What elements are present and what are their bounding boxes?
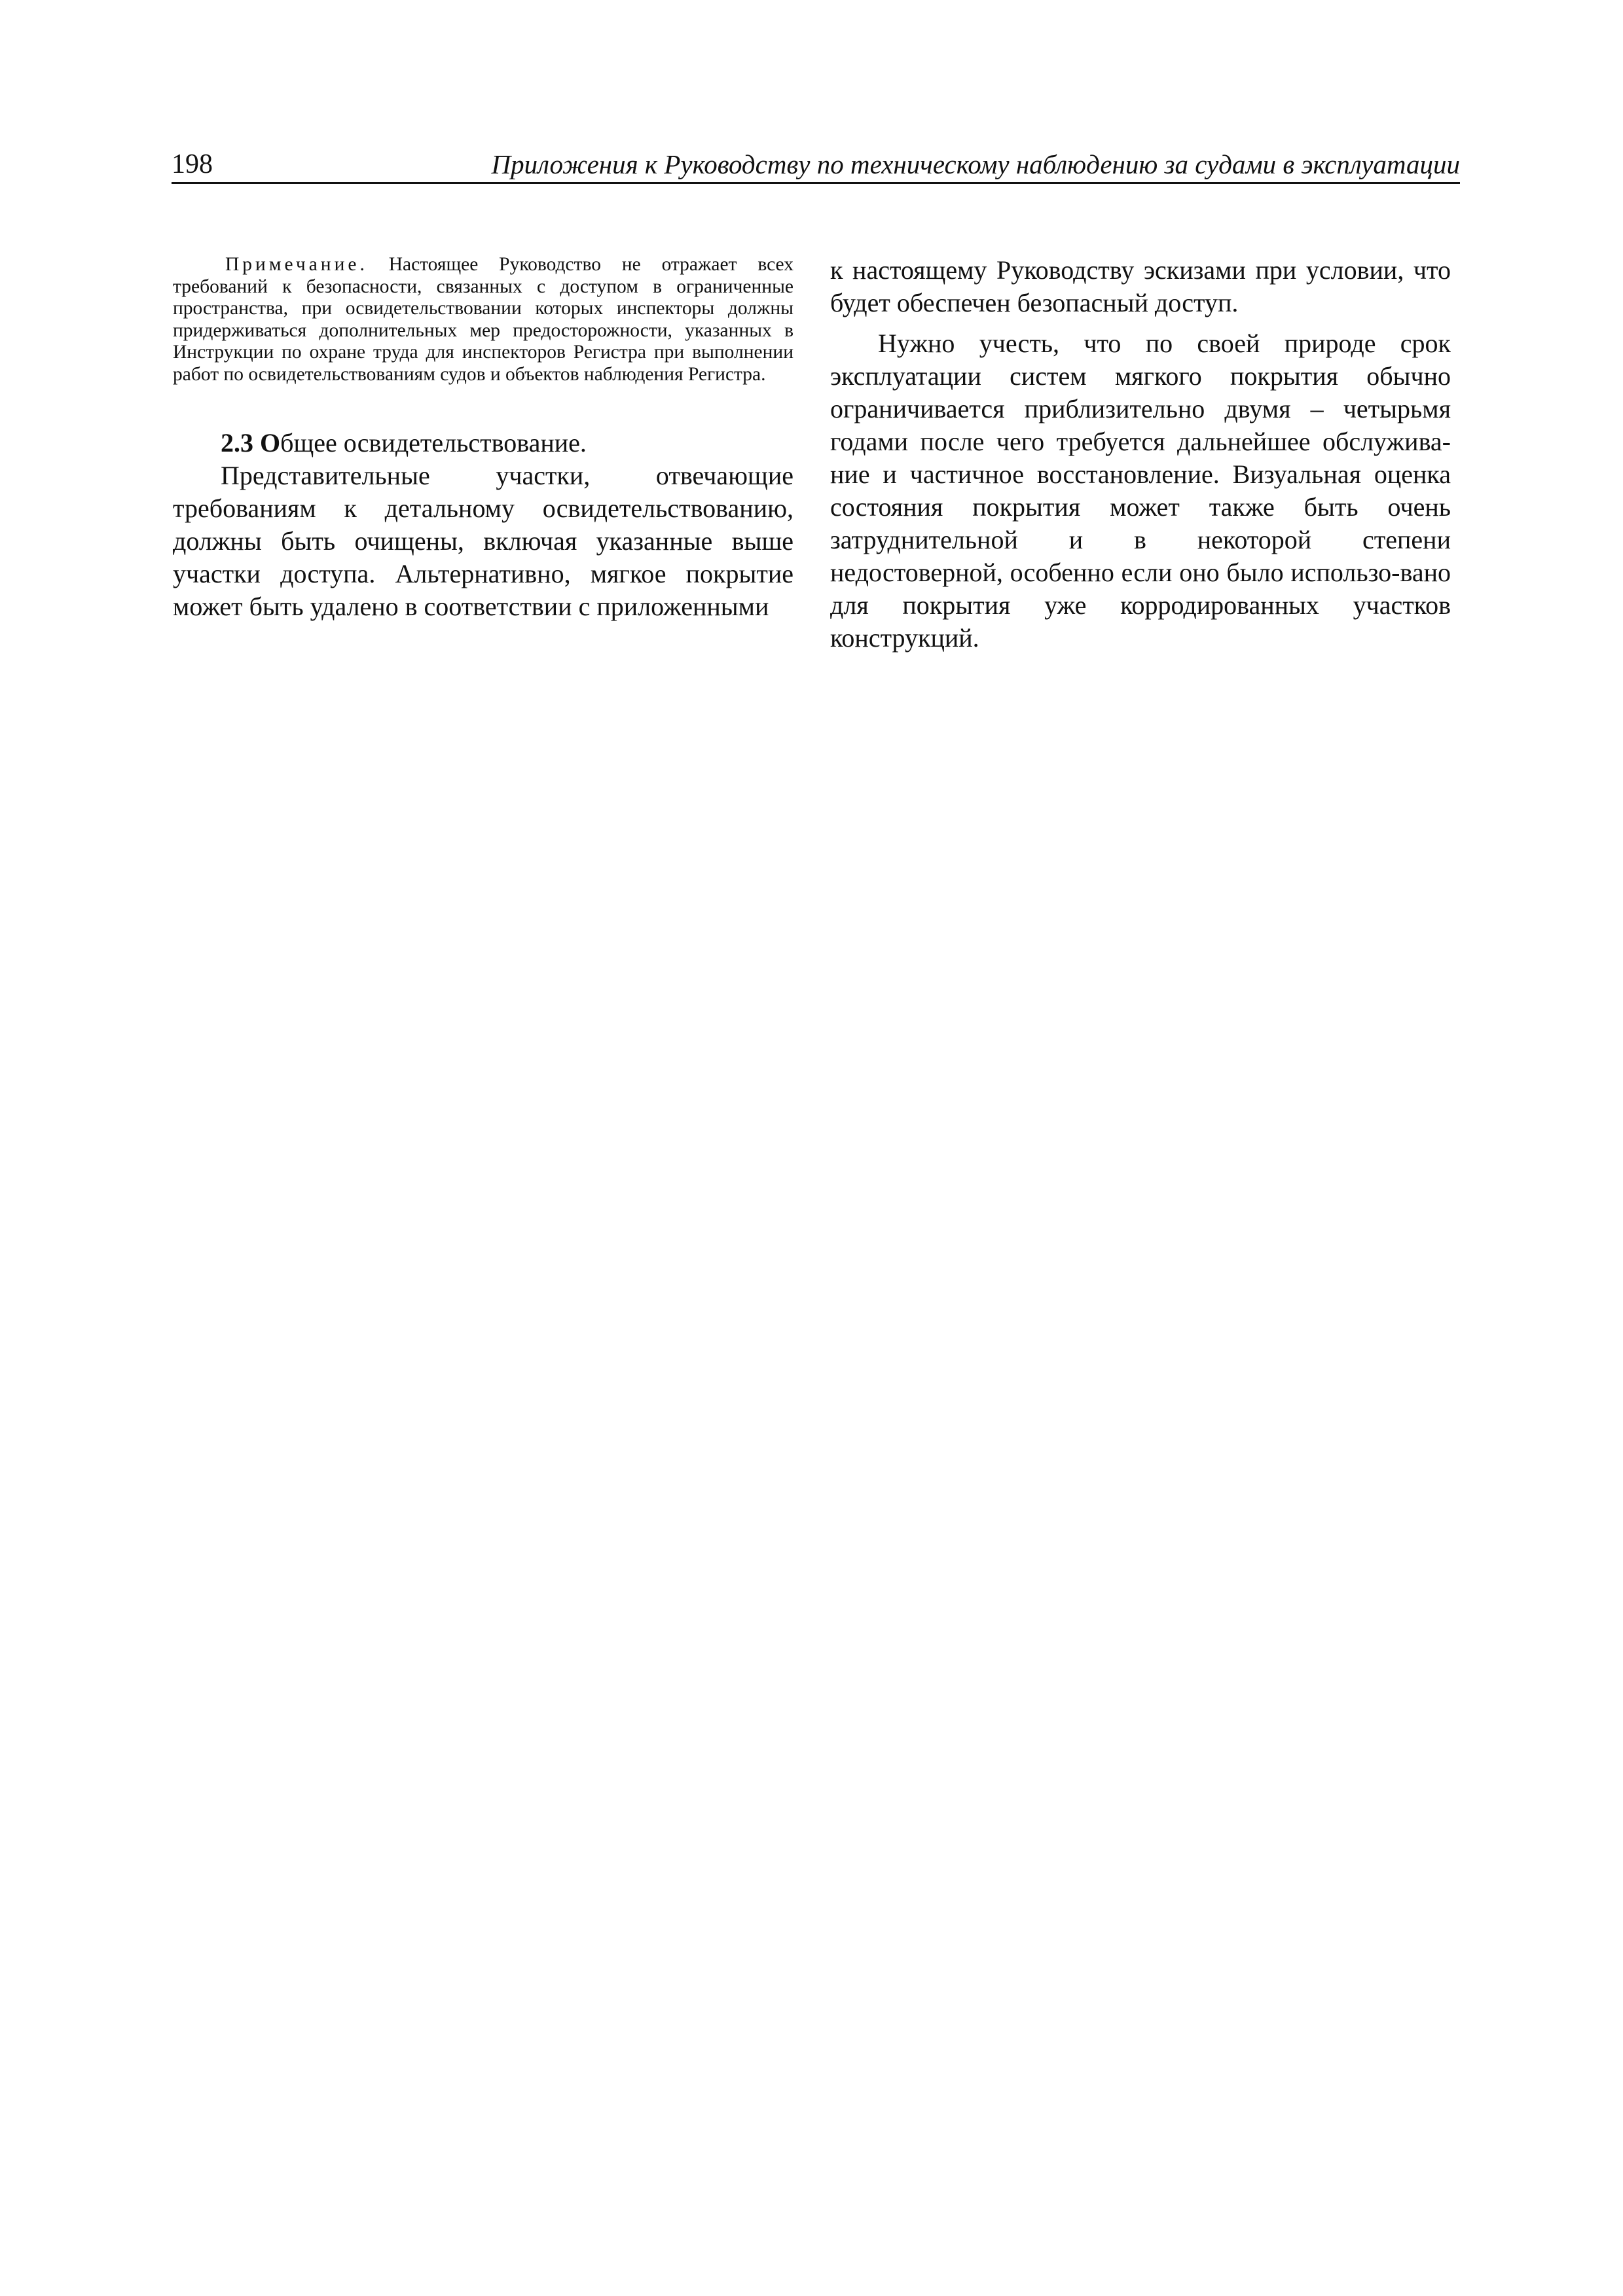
note [173, 254, 793, 386]
right-column [830, 254, 1451, 655]
continuation-paragraph: к настоящему Руководству эскизами при условии, что будет обеспечен безопасный доступ. [830, 255, 1451, 317]
note-text: Настоящее Руководство не отражает всех требований к безопасности, связанных с доступом в ограниченные пространства, при освидетельствовании которых инспекторы должны придерживаться дополнительных мер предосторожности, указанных в Инструкции по охране труда для инспекторов Регистра при выполнении работ по освидетельствованиям судов и объектов наблюдения Регистра. [173, 254, 793, 385]
section-heading [173, 427, 793, 459]
running-title: Приложения к Руководству по техническому наблюдению за судами в эксплуатации [491, 149, 1460, 179]
section-number: 2.3 [221, 428, 253, 457]
body-paragraph: Нужно учесть, что по своей природе срок эксплуатации систем мягкого покрытия обычно ограничивается приблизительно двумя – четырьмя годами после чего требуется дальнейшее обслужива-ние и частичное восстановление. Визуальная оценка состояния покрытия может также быть очень затруднительной и в некоторой степени недостоверной, особенно если оно было использо-вано для покрытия уже корродированных участков конструкций. [830, 329, 1451, 653]
page-header [172, 144, 1460, 184]
section-title: бщее освидетельствование. [280, 428, 587, 457]
page-number: 198 [172, 149, 213, 179]
note-label: Примечание. [225, 254, 368, 275]
section-first-letter: О [260, 428, 281, 457]
body-paragraph: Представительные участки, отвечающие требованиям к детальному освидетельствованию, должны быть очищены, включая указанные выше участки доступа. Альтернативно, мягкое покрытие может быть удалено в соответствии с приложенными [173, 461, 793, 621]
left-column [173, 254, 793, 623]
